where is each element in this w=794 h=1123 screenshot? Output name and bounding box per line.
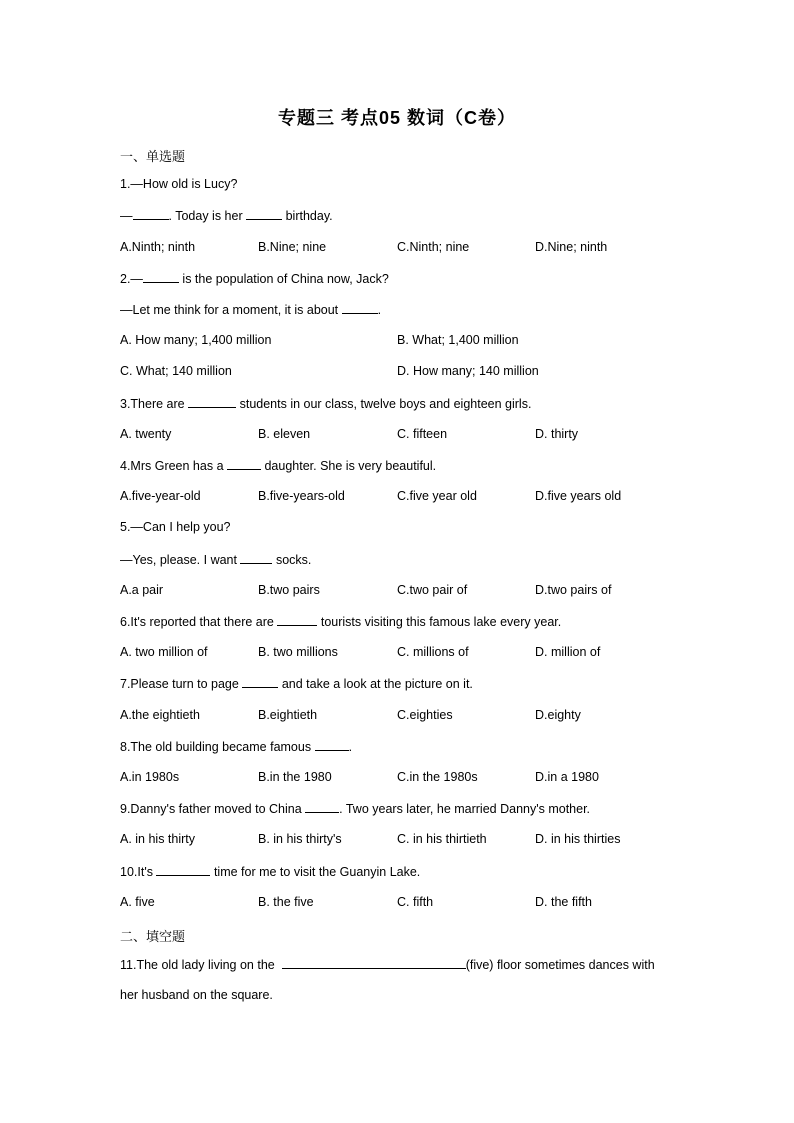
- q8-option-b[interactable]: B.in the 1980: [258, 770, 332, 784]
- q11-text-b: (five) floor sometimes dances with: [465, 958, 655, 972]
- q6-text-a: 6.It's reported that there are: [120, 615, 274, 629]
- q2-line2-text: —Let me think for a moment, it is about: [120, 303, 339, 317]
- q9-option-a[interactable]: A. in his thirty: [120, 832, 196, 846]
- q6-option-c[interactable]: C. millions of: [397, 645, 469, 659]
- answer-blank[interactable]: [246, 208, 282, 220]
- q4-option-a[interactable]: A.five-year-old: [120, 489, 201, 503]
- question-5-line2: [120, 552, 311, 567]
- answer-blank[interactable]: [156, 864, 210, 876]
- q3-text-a: 3.There are: [120, 397, 185, 411]
- q7-text-b: and take a look at the picture on it.: [281, 677, 473, 691]
- question-6-stem: [120, 614, 561, 629]
- q1-text-b: . Today is her: [168, 209, 243, 223]
- q7-option-a[interactable]: A.the eightieth: [120, 708, 200, 722]
- q11-text-a: 11.The old lady living on the: [120, 958, 275, 972]
- question-4-stem: [120, 458, 436, 473]
- q1-text-c: birthday.: [285, 209, 333, 223]
- q2-text-b: is the population of China now, Jack?: [182, 272, 389, 286]
- answer-blank[interactable]: [342, 302, 378, 314]
- q1-dash: —: [120, 209, 133, 223]
- q5-option-a[interactable]: A.a pair: [120, 583, 164, 597]
- answer-blank[interactable]: [242, 676, 278, 688]
- q2-text-a: 2.—: [120, 272, 143, 286]
- q1-option-a[interactable]: A.Ninth; ninth: [120, 240, 196, 254]
- q10-option-c[interactable]: C. fifth: [397, 895, 434, 909]
- q2-option-c[interactable]: C. What; 140 million: [120, 364, 232, 378]
- q9-text-a: 9.Danny's father moved to China: [120, 802, 302, 816]
- q7-option-b[interactable]: B.eightieth: [258, 708, 318, 722]
- answer-blank[interactable]: [315, 739, 349, 751]
- q7-text-a: 7.Please turn to page: [120, 677, 239, 691]
- q8-option-c[interactable]: C.in the 1980s: [397, 770, 478, 784]
- q8-text-a: 8.The old building became famous: [120, 740, 312, 754]
- q5-option-d[interactable]: D.two pairs of: [535, 583, 612, 597]
- answer-blank[interactable]: [188, 396, 236, 408]
- q2-option-d[interactable]: D. How many; 140 million: [397, 364, 539, 378]
- q10-text-b: time for me to visit the Guanyin Lake.: [213, 865, 421, 879]
- section-heading-fill-in: 二、填空题: [120, 929, 186, 944]
- q6-option-a[interactable]: A. two million of: [120, 645, 208, 659]
- q10-text-a: 10.It's: [120, 865, 153, 879]
- q4-text-a: 4.Mrs Green has a: [120, 459, 224, 473]
- q10-option-d[interactable]: D. the fifth: [535, 895, 592, 909]
- answer-blank[interactable]: [227, 458, 261, 470]
- question-9-stem: [120, 801, 590, 816]
- q9-option-d[interactable]: D. in his thirties: [535, 832, 621, 846]
- question-7-stem: [120, 676, 473, 691]
- q4-text-b: daughter. She is very beautiful.: [264, 459, 437, 473]
- question-3-stem: [120, 396, 531, 411]
- q1-option-d[interactable]: D.Nine; ninth: [535, 240, 608, 254]
- q8-text-b: .: [348, 740, 353, 754]
- q7-option-c[interactable]: C.eighties: [397, 708, 453, 722]
- answer-blank[interactable]: [133, 208, 169, 220]
- q6-text-b: tourists visiting this famous lake every year.: [320, 615, 562, 629]
- q10-option-a[interactable]: A. five: [120, 895, 155, 909]
- q9-text-b: . Two years later, he married Danny's mother.: [339, 802, 591, 816]
- q1-option-c[interactable]: C.Ninth; nine: [397, 240, 470, 254]
- q5-option-b[interactable]: B.two pairs: [258, 583, 320, 597]
- answer-blank[interactable]: [143, 271, 179, 283]
- q4-option-b[interactable]: B.five-years-old: [258, 489, 345, 503]
- question-1-line2: [120, 208, 333, 223]
- q2-option-b[interactable]: B. What; 1,400 million: [397, 333, 519, 347]
- q8-option-a[interactable]: A.in 1980s: [120, 770, 180, 784]
- question-11-stem: [120, 957, 655, 972]
- answer-blank[interactable]: [282, 957, 466, 969]
- q3-option-b[interactable]: B. eleven: [258, 427, 311, 441]
- q3-option-c[interactable]: C. fifteen: [397, 427, 448, 441]
- q9-option-b[interactable]: B. in his thirty's: [258, 832, 342, 846]
- answer-blank[interactable]: [305, 801, 339, 813]
- question-2-line2: [120, 302, 381, 317]
- q4-option-c[interactable]: C.five year old: [397, 489, 477, 503]
- question-2-stem: [120, 271, 389, 286]
- question-10-stem: [120, 864, 420, 879]
- q5-text-b: socks.: [275, 553, 312, 567]
- q5-option-c[interactable]: C.two pair of: [397, 583, 468, 597]
- question-5-stem: 5.—Can I help you?: [120, 520, 231, 534]
- page-title: 专题三 考点05 数词（C卷）: [277, 108, 517, 128]
- q3-text-b: students in our class, twelve boys and eighteen girls.: [239, 397, 532, 411]
- q9-option-c[interactable]: C. in his thirtieth: [397, 832, 487, 846]
- q3-option-d[interactable]: D. thirty: [535, 427, 579, 441]
- q3-option-a[interactable]: A. twenty: [120, 427, 172, 441]
- q10-option-b[interactable]: B. the five: [258, 895, 314, 909]
- q2-option-a[interactable]: A. How many; 1,400 million: [120, 333, 272, 347]
- q6-option-d[interactable]: D. million of: [535, 645, 601, 659]
- answer-blank[interactable]: [277, 614, 317, 626]
- q4-option-d[interactable]: D.five years old: [535, 489, 622, 503]
- question-1-stem: 1.—How old is Lucy?: [120, 177, 238, 191]
- q1-option-b[interactable]: B.Nine; nine: [258, 240, 327, 254]
- q7-option-d[interactable]: D.eighty: [535, 708, 581, 722]
- q2-line2-end: .: [377, 303, 382, 317]
- q6-option-b[interactable]: B. two millions: [258, 645, 338, 659]
- section-heading-single-choice: 一、单选题: [120, 149, 186, 164]
- question-11-line2: her husband on the square.: [120, 988, 273, 1002]
- answer-blank[interactable]: [240, 552, 272, 564]
- q5-text-a: —Yes, please. I want: [120, 553, 237, 567]
- q8-option-d[interactable]: D.in a 1980: [535, 770, 599, 784]
- question-8-stem: [120, 739, 352, 754]
